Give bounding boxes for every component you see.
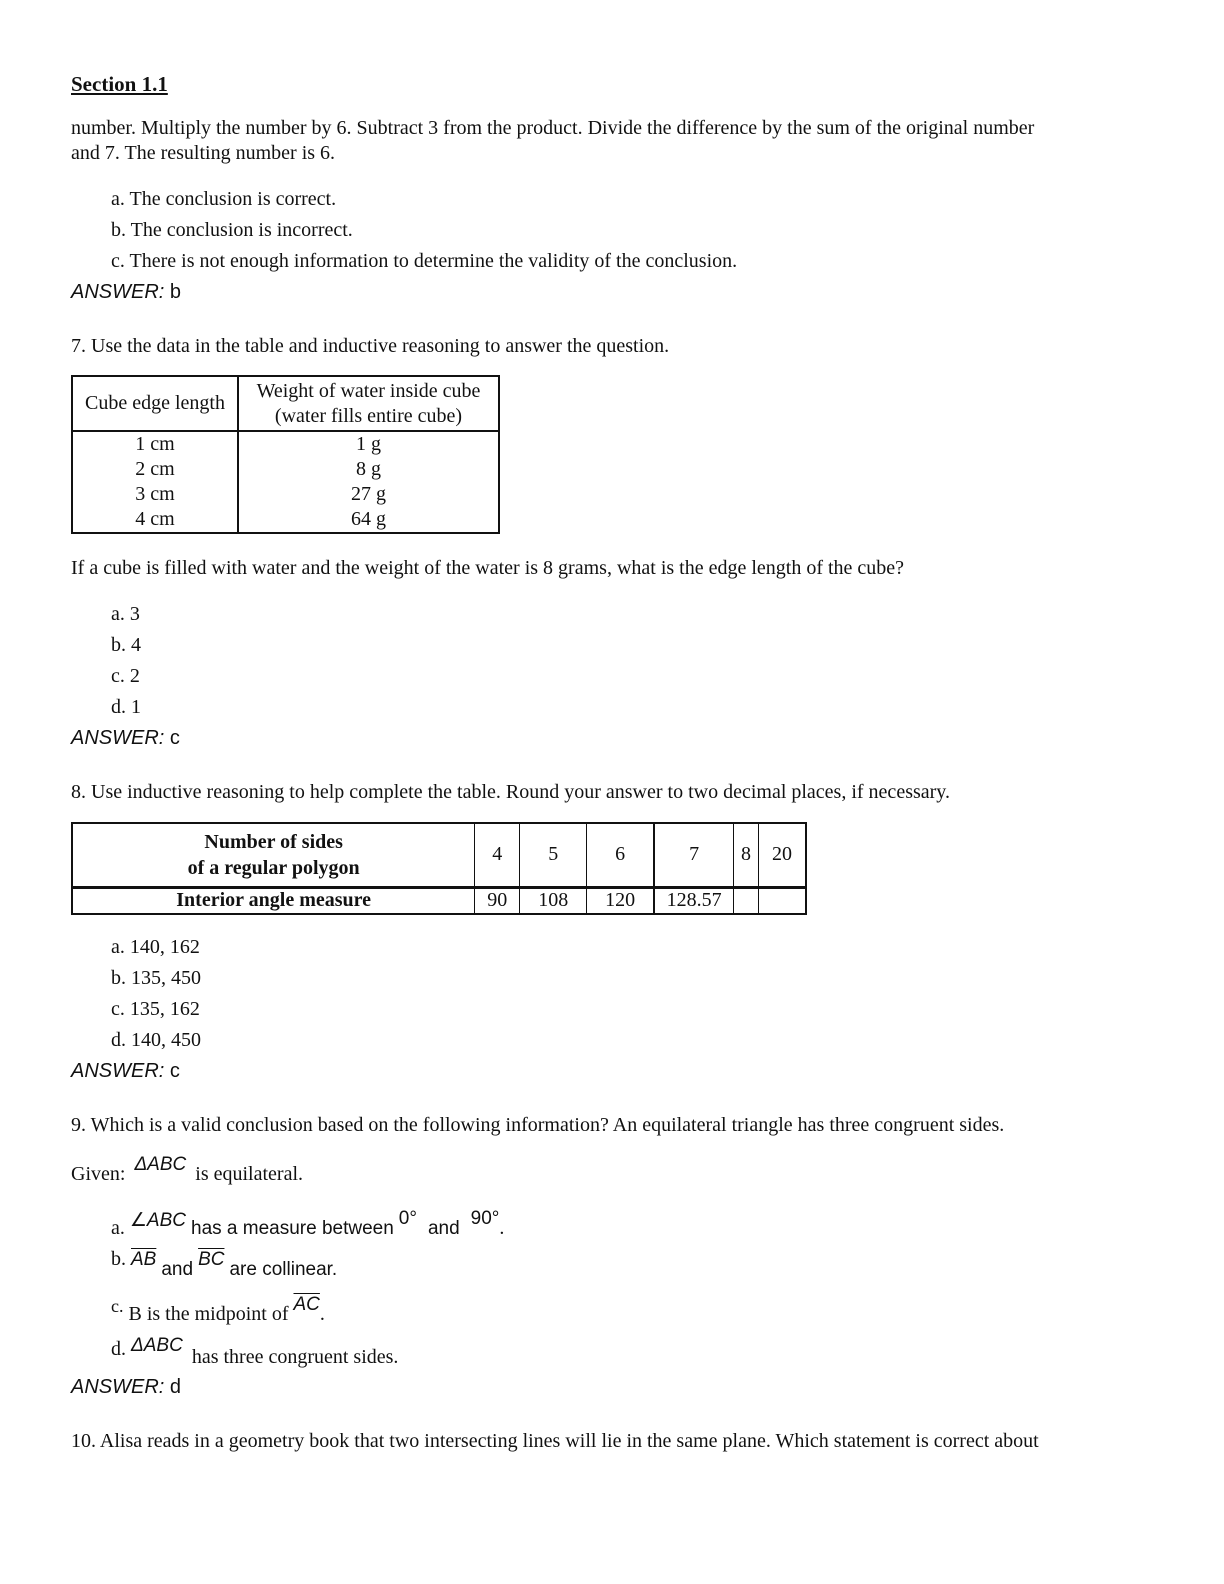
q7-answer: [71, 726, 180, 750]
and-text: and: [161, 1259, 194, 1280]
answer-value: c: [169, 1060, 180, 1082]
q9-answer: [71, 1375, 181, 1399]
angle-cell-blank: [734, 887, 759, 914]
header-weight-line-1: Weight of water inside cube: [256, 379, 481, 402]
answer-label: ANSWER:: [71, 1060, 165, 1082]
q9-given: [71, 1154, 303, 1187]
edge-cell: 4 cm: [72, 507, 238, 533]
triangle-abc-math: ΔABC: [134, 1154, 187, 1175]
sides-cell: 8: [734, 823, 759, 887]
table-row: [72, 507, 499, 533]
q7-option-c: c. 2: [111, 665, 140, 687]
given-text: is equilateral.: [195, 1163, 303, 1185]
angles-row-label: Interior angle measure: [72, 887, 475, 914]
q6-text-line-1: number. Multiply the number by 6. Subtract 3 from the product. Divide the difference by the sum of the original number: [71, 117, 1035, 139]
weight-cell: 1 g: [356, 433, 381, 455]
answer-value: d: [169, 1376, 182, 1398]
answer-label: ANSWER:: [71, 281, 165, 303]
q9-prompt: 9. Which is a valid conclusion based on the following information? An equilateral triangle has three congruent sides.: [71, 1114, 1005, 1136]
q8-option-a: a. 140, 162: [111, 936, 200, 958]
sides-cell: 20: [759, 823, 807, 887]
edge-cell: 3 cm: [72, 482, 238, 507]
segment-ac-math: $\overline{AC}$: [293, 1294, 320, 1315]
q8-prompt: 8. Use inductive reasoning to help complete the table. Round your answer to two decimal places, if necessary.: [71, 781, 950, 803]
sides-label-line-1: Number of sides: [204, 830, 343, 853]
angles-row: [72, 887, 806, 914]
option-text: has a measure between: [191, 1218, 394, 1239]
degree-ninety: 90°: [470, 1208, 500, 1229]
sides-cell: 5: [520, 823, 587, 887]
weight-cell: 8 g: [356, 458, 381, 480]
q9-option-d: [111, 1335, 399, 1370]
weight-cell: 27 g: [351, 483, 386, 505]
q7-option-d: d. 1: [111, 696, 141, 718]
table-header-row: [72, 376, 499, 431]
angle-cell: 128.57: [654, 887, 733, 914]
given-label: Given:: [71, 1163, 126, 1185]
q9-option-a: [111, 1208, 505, 1241]
q9-option-b: [111, 1248, 338, 1282]
q6-answer: [71, 280, 181, 304]
sides-cell: 7: [654, 823, 733, 887]
edge-cell: 2 cm: [72, 457, 238, 482]
header-weight-line-2: (water fills entire cube): [274, 404, 463, 427]
header-weight: [238, 376, 499, 431]
q6-option-c: c. There is not enough information to determine the validity of the conclusion.: [111, 250, 738, 272]
q7-question: If a cube is filled with water and the weight of the water is 8 grams, what is the edge length of the cube?: [71, 557, 905, 579]
and-text: and: [427, 1218, 460, 1239]
answer-label: ANSWER:: [71, 1376, 165, 1398]
segment-ab-math: $\overline{AB}$: [131, 1249, 157, 1270]
period: .: [319, 1303, 325, 1325]
weight-cell: 64 g: [351, 508, 386, 530]
option-text: are collinear.: [229, 1259, 338, 1280]
period: .: [499, 1217, 505, 1239]
q8-answer: [71, 1059, 180, 1083]
q8-option-b: b. 135, 450: [111, 967, 201, 989]
option-letter: a.: [111, 1217, 125, 1239]
q6-option-b: b. The conclusion is incorrect.: [111, 219, 353, 241]
option-letter: d.: [111, 1338, 126, 1360]
sides-label-line-2: of a regular polygon: [187, 856, 360, 879]
sides-row-label: [72, 823, 475, 887]
q7-option-b: b. 4: [111, 634, 141, 656]
answer-value: b: [169, 281, 182, 303]
table-row: [72, 457, 499, 482]
polygon-angle-table: [71, 822, 807, 915]
segment-bc-math: $\overline{BC}$: [198, 1249, 225, 1270]
table-row: [72, 431, 499, 457]
answer-label: ANSWER:: [71, 727, 165, 749]
sides-cell: 6: [587, 823, 654, 887]
edge-cell: 1 cm: [72, 431, 238, 457]
sides-row: [72, 823, 806, 887]
q10-prompt: 10. Alisa reads in a geometry book that two intersecting lines will lie in the same plane. Which statement is correct about: [71, 1430, 1039, 1452]
q6-option-a: a. The conclusion is correct.: [111, 188, 337, 210]
section-heading: Section 1.1: [71, 72, 168, 96]
triangle-abc-math: ΔABC: [131, 1335, 183, 1356]
cube-weight-table: [71, 375, 500, 534]
header-edge-length: Cube edge length: [72, 376, 238, 431]
q8-option-c: c. 135, 162: [111, 998, 200, 1020]
q9-option-c: [111, 1294, 325, 1327]
option-letter: c.: [111, 1296, 124, 1316]
sides-cell: 4: [475, 823, 520, 887]
q8-option-d: d. 140, 450: [111, 1029, 201, 1051]
option-letter: b.: [111, 1248, 126, 1270]
angle-cell: 120: [587, 887, 654, 914]
angle-cell: 108: [520, 887, 587, 914]
angle-cell-blank: [759, 887, 807, 914]
option-text: has three congruent sides.: [191, 1346, 399, 1368]
option-text: B is the midpoint of: [128, 1303, 289, 1325]
angle-abc-math: ∠ABC: [129, 1210, 186, 1231]
table-row: [72, 482, 499, 507]
q7-option-a: a. 3: [111, 603, 140, 625]
angle-cell: 90: [475, 887, 520, 914]
degree-zero: 0°: [398, 1208, 417, 1229]
q7-prompt: 7. Use the data in the table and inductive reasoning to answer the question.: [71, 335, 670, 357]
q6-text-line-2: and 7. The resulting number is 6.: [71, 142, 336, 164]
answer-value: c: [169, 727, 180, 749]
